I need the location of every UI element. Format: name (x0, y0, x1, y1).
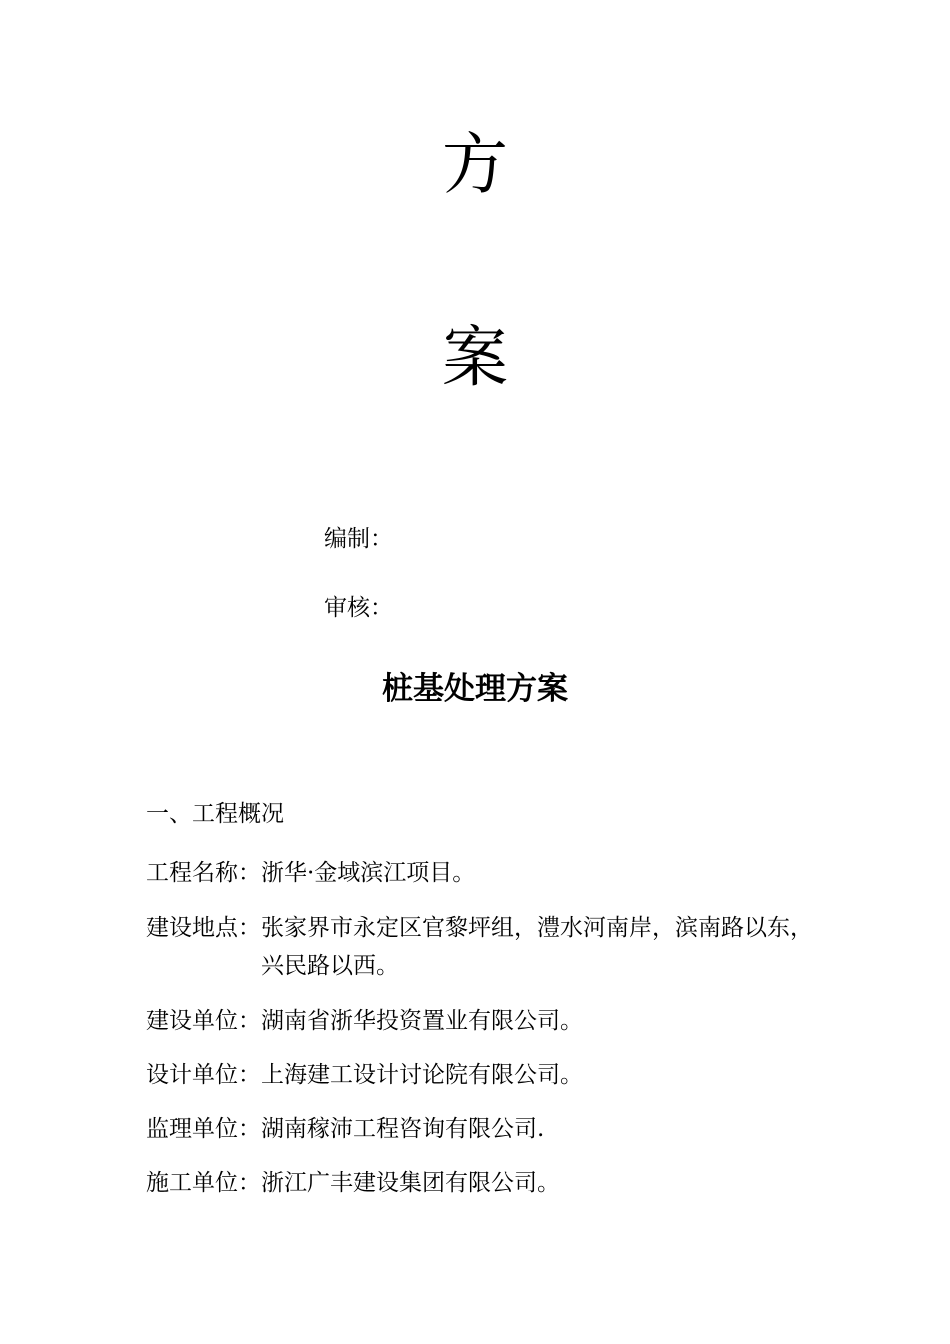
info-row-designer (146, 1056, 826, 1094)
info-value: 浙华·金域滨江项目。 (261, 860, 476, 886)
cover-title-char-2: 案 (442, 319, 508, 396)
info-label: 工程名称： (146, 860, 261, 886)
info-row-owner (146, 1002, 826, 1040)
info-label: 建设单位： (146, 1008, 261, 1034)
info-row-project-name (146, 854, 826, 892)
info-label: 建设地点： (146, 915, 261, 941)
info-row-location (146, 909, 826, 985)
info-row-contractor (146, 1164, 826, 1202)
section-heading-project-overview: 一、工程概况 (146, 801, 284, 827)
cover-title-char-1: 方 (442, 126, 508, 203)
document-title: 桩基处理方案 (382, 671, 568, 707)
reviewed-by-label: 审核： (324, 595, 393, 621)
info-label: 监理单位： (146, 1116, 261, 1142)
info-value: 浙江广丰建设集团有限公司。 (261, 1170, 560, 1196)
info-label: 施工单位： (146, 1170, 261, 1196)
info-row-supervisor (146, 1110, 826, 1148)
info-value: 上海建工设计讨论院有限公司。 (261, 1062, 583, 1088)
info-value: 张家界市永定区官黎坪组，澧水河南岸，滨南路以东，兴民路以西。 (261, 915, 813, 979)
info-value: 湖南稼沛工程咨询有限公司. (261, 1116, 545, 1142)
info-label: 设计单位： (146, 1062, 261, 1088)
compiled-by-label: 编制： (324, 526, 393, 552)
info-value: 湖南省浙华投资置业有限公司。 (261, 1008, 583, 1034)
